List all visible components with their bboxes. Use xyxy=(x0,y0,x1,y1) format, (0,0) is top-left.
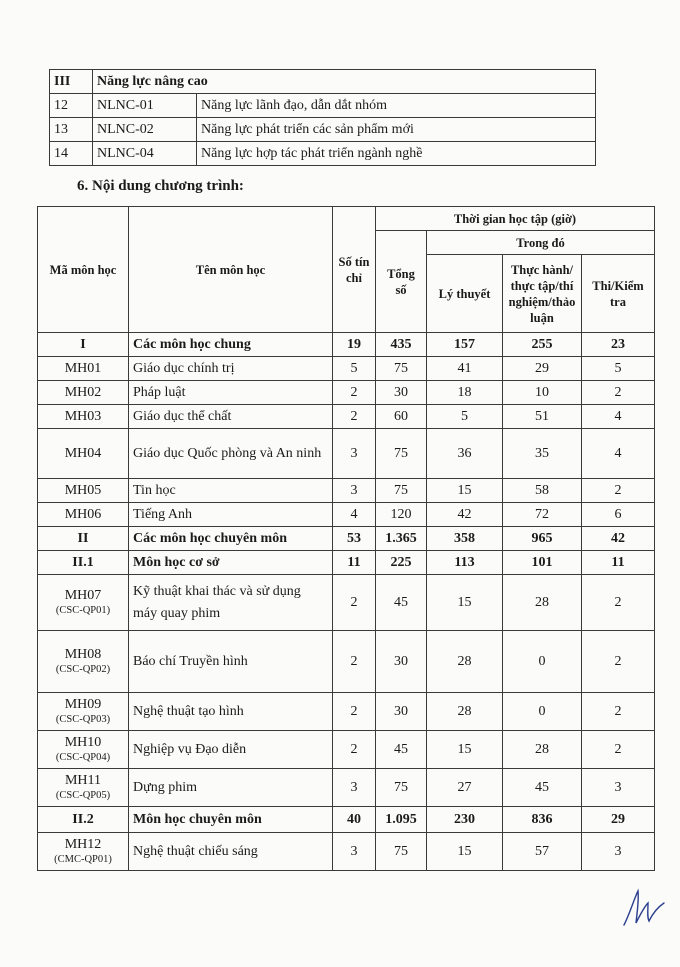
course-code-sub: (CSC-QP02) xyxy=(55,663,111,675)
course-code-main: MH04 xyxy=(64,445,102,461)
course-exam: 5 xyxy=(582,357,655,381)
course-row xyxy=(38,575,655,631)
course-code xyxy=(38,429,129,479)
course-total: 45 xyxy=(376,731,427,769)
group-row xyxy=(38,527,655,551)
course-row xyxy=(38,833,655,871)
course-practice: 29 xyxy=(503,357,582,381)
course-credits: 2 xyxy=(333,693,376,731)
course-practice: 836 xyxy=(503,807,582,833)
course-code-sub: (CMC-QP01) xyxy=(54,853,112,865)
course-code xyxy=(38,631,129,693)
course-name: Nghiệp vụ Đạo diễn xyxy=(129,731,333,769)
course-exam: 2 xyxy=(582,575,655,631)
competency-stt: 13 xyxy=(50,118,93,142)
course-code-sub: (CSC-QP04) xyxy=(55,751,111,763)
course-theory: 157 xyxy=(427,333,503,357)
section-heading: 6. Nội dung chương trình: xyxy=(77,178,244,194)
course-theory: 28 xyxy=(427,693,503,731)
course-exam: 2 xyxy=(582,731,655,769)
course-code-main: MH11 xyxy=(64,772,102,788)
course-credits: 2 xyxy=(333,631,376,693)
program-table-body xyxy=(38,333,655,871)
course-code-main: II.2 xyxy=(72,811,94,827)
course-exam: 3 xyxy=(582,833,655,871)
group-number: III xyxy=(50,70,93,94)
course-code-sub: (CSC-QP01) xyxy=(55,604,111,616)
course-code xyxy=(38,575,129,631)
header-exam: Thi/Kiểm tra xyxy=(582,255,655,333)
course-practice: 255 xyxy=(503,333,582,357)
course-exam: 6 xyxy=(582,503,655,527)
course-name: Môn học cơ sở xyxy=(129,551,333,575)
course-credits: 2 xyxy=(333,731,376,769)
course-code xyxy=(38,731,129,769)
course-code xyxy=(38,833,129,871)
course-code-sub: (CSC-QP03) xyxy=(55,713,111,725)
competency-row xyxy=(50,118,596,142)
course-code-main: MH06 xyxy=(64,506,102,522)
header-total: Tổng số xyxy=(376,231,427,333)
header-of-which: Trong đó xyxy=(427,231,655,255)
course-name: Môn học chuyên môn xyxy=(129,807,333,833)
course-total: 120 xyxy=(376,503,427,527)
course-theory: 36 xyxy=(427,429,503,479)
competency-code: NLNC-01 xyxy=(93,94,197,118)
competency-table xyxy=(49,69,596,166)
course-credits: 3 xyxy=(333,833,376,871)
course-code-main: MH05 xyxy=(64,482,102,498)
program-table xyxy=(37,206,655,871)
course-credits: 2 xyxy=(333,381,376,405)
course-exam: 4 xyxy=(582,429,655,479)
course-row xyxy=(38,357,655,381)
course-practice: 101 xyxy=(503,551,582,575)
course-theory: 15 xyxy=(427,731,503,769)
header-practice: Thực hành/ thực tập/thí nghiệm/thảo luận xyxy=(503,255,582,333)
course-name: Pháp luật xyxy=(129,381,333,405)
course-name: Các môn học chuyên môn xyxy=(129,527,333,551)
course-credits: 3 xyxy=(333,429,376,479)
course-code xyxy=(38,551,129,575)
course-total: 435 xyxy=(376,333,427,357)
course-code xyxy=(38,527,129,551)
course-name: Nghệ thuật tạo hình xyxy=(129,693,333,731)
course-name: Báo chí Truyền hình xyxy=(129,631,333,693)
course-practice: 35 xyxy=(503,429,582,479)
course-theory: 15 xyxy=(427,833,503,871)
header-name: Tên môn học xyxy=(129,207,333,333)
course-code xyxy=(38,807,129,833)
course-name: Giáo dục chính trị xyxy=(129,357,333,381)
course-theory: 113 xyxy=(427,551,503,575)
competency-name: Năng lực phát triển các sản phẩm mới xyxy=(197,118,596,142)
course-total: 1.095 xyxy=(376,807,427,833)
course-total: 225 xyxy=(376,551,427,575)
course-credits: 19 xyxy=(333,333,376,357)
course-row xyxy=(38,381,655,405)
course-theory: 41 xyxy=(427,357,503,381)
course-theory: 42 xyxy=(427,503,503,527)
course-credits: 53 xyxy=(333,527,376,551)
course-code xyxy=(38,381,129,405)
course-row xyxy=(38,429,655,479)
course-code xyxy=(38,357,129,381)
course-exam: 2 xyxy=(582,693,655,731)
course-credits: 5 xyxy=(333,357,376,381)
competency-row xyxy=(50,94,596,118)
course-exam: 23 xyxy=(582,333,655,357)
course-total: 30 xyxy=(376,631,427,693)
course-credits: 3 xyxy=(333,769,376,807)
header-credits: Số tín chỉ xyxy=(333,207,376,333)
course-name: Tin học xyxy=(129,479,333,503)
group-row xyxy=(38,333,655,357)
course-code-main: MH12 xyxy=(64,836,102,852)
course-credits: 40 xyxy=(333,807,376,833)
course-theory: 358 xyxy=(427,527,503,551)
course-row xyxy=(38,631,655,693)
course-code xyxy=(38,693,129,731)
course-row xyxy=(38,405,655,429)
course-exam: 11 xyxy=(582,551,655,575)
course-code-main: MH09 xyxy=(64,696,102,712)
competency-stt: 12 xyxy=(50,94,93,118)
course-code-main: II xyxy=(77,530,89,546)
course-row xyxy=(38,731,655,769)
course-practice: 0 xyxy=(503,693,582,731)
course-credits: 11 xyxy=(333,551,376,575)
competency-code: NLNC-04 xyxy=(93,142,197,166)
course-code-main: I xyxy=(80,336,86,352)
signature-mark xyxy=(620,885,668,931)
course-total: 75 xyxy=(376,479,427,503)
competency-code: NLNC-02 xyxy=(93,118,197,142)
course-code-main: MH08 xyxy=(64,646,102,662)
course-code-main: II.1 xyxy=(72,554,94,570)
course-exam: 3 xyxy=(582,769,655,807)
course-total: 30 xyxy=(376,381,427,405)
course-theory: 15 xyxy=(427,479,503,503)
course-practice: 28 xyxy=(503,575,582,631)
course-practice: 45 xyxy=(503,769,582,807)
course-code xyxy=(38,503,129,527)
course-credits: 3 xyxy=(333,479,376,503)
course-row xyxy=(38,479,655,503)
course-theory: 15 xyxy=(427,575,503,631)
course-credits: 2 xyxy=(333,575,376,631)
course-theory: 18 xyxy=(427,381,503,405)
course-total: 60 xyxy=(376,405,427,429)
course-code xyxy=(38,333,129,357)
course-exam: 4 xyxy=(582,405,655,429)
course-code-main: MH10 xyxy=(64,734,102,750)
header-theory: Lý thuyết xyxy=(427,255,503,333)
course-code xyxy=(38,479,129,503)
course-exam: 2 xyxy=(582,381,655,405)
course-name: Nghệ thuật chiếu sáng xyxy=(129,833,333,871)
course-code-main: MH07 xyxy=(64,587,102,603)
course-exam: 29 xyxy=(582,807,655,833)
course-practice: 58 xyxy=(503,479,582,503)
course-exam: 2 xyxy=(582,479,655,503)
course-name: Giáo dục Quốc phòng và An ninh xyxy=(129,429,333,479)
course-practice: 10 xyxy=(503,381,582,405)
competency-row xyxy=(50,142,596,166)
course-practice: 72 xyxy=(503,503,582,527)
course-code-main: MH03 xyxy=(64,408,102,424)
competency-group-row xyxy=(50,70,596,94)
course-exam: 2 xyxy=(582,631,655,693)
competency-name: Năng lực hợp tác phát triển ngành nghề xyxy=(197,142,596,166)
competency-name: Năng lực lãnh đạo, dẫn dắt nhóm xyxy=(197,94,596,118)
course-total: 45 xyxy=(376,575,427,631)
course-total: 1.365 xyxy=(376,527,427,551)
course-name: Giáo dục thể chất xyxy=(129,405,333,429)
course-name: Kỹ thuật khai thác và sử dụng máy quay phim xyxy=(129,575,333,631)
course-practice: 51 xyxy=(503,405,582,429)
course-theory: 28 xyxy=(427,631,503,693)
header-time: Thời gian học tập (giờ) xyxy=(376,207,655,231)
course-practice: 57 xyxy=(503,833,582,871)
course-name: Các môn học chung xyxy=(129,333,333,357)
group-row xyxy=(38,551,655,575)
course-total: 75 xyxy=(376,429,427,479)
competency-stt: 14 xyxy=(50,142,93,166)
course-row xyxy=(38,693,655,731)
course-exam: 42 xyxy=(582,527,655,551)
course-total: 75 xyxy=(376,769,427,807)
course-row xyxy=(38,769,655,807)
course-credits: 2 xyxy=(333,405,376,429)
course-theory: 27 xyxy=(427,769,503,807)
course-practice: 0 xyxy=(503,631,582,693)
course-code-main: MH02 xyxy=(64,384,102,400)
course-total: 30 xyxy=(376,693,427,731)
course-total: 75 xyxy=(376,833,427,871)
course-credits: 4 xyxy=(333,503,376,527)
course-code-main: MH01 xyxy=(64,360,102,376)
course-name: Tiếng Anh xyxy=(129,503,333,527)
course-code xyxy=(38,405,129,429)
course-code xyxy=(38,769,129,807)
course-name: Dựng phim xyxy=(129,769,333,807)
course-code-sub: (CSC-QP05) xyxy=(55,789,111,801)
group-title: Năng lực nâng cao xyxy=(93,70,596,94)
course-total: 75 xyxy=(376,357,427,381)
group-row xyxy=(38,807,655,833)
course-practice: 28 xyxy=(503,731,582,769)
course-practice: 965 xyxy=(503,527,582,551)
course-theory: 5 xyxy=(427,405,503,429)
course-row xyxy=(38,503,655,527)
header-code: Mã môn học xyxy=(38,207,129,333)
course-theory: 230 xyxy=(427,807,503,833)
